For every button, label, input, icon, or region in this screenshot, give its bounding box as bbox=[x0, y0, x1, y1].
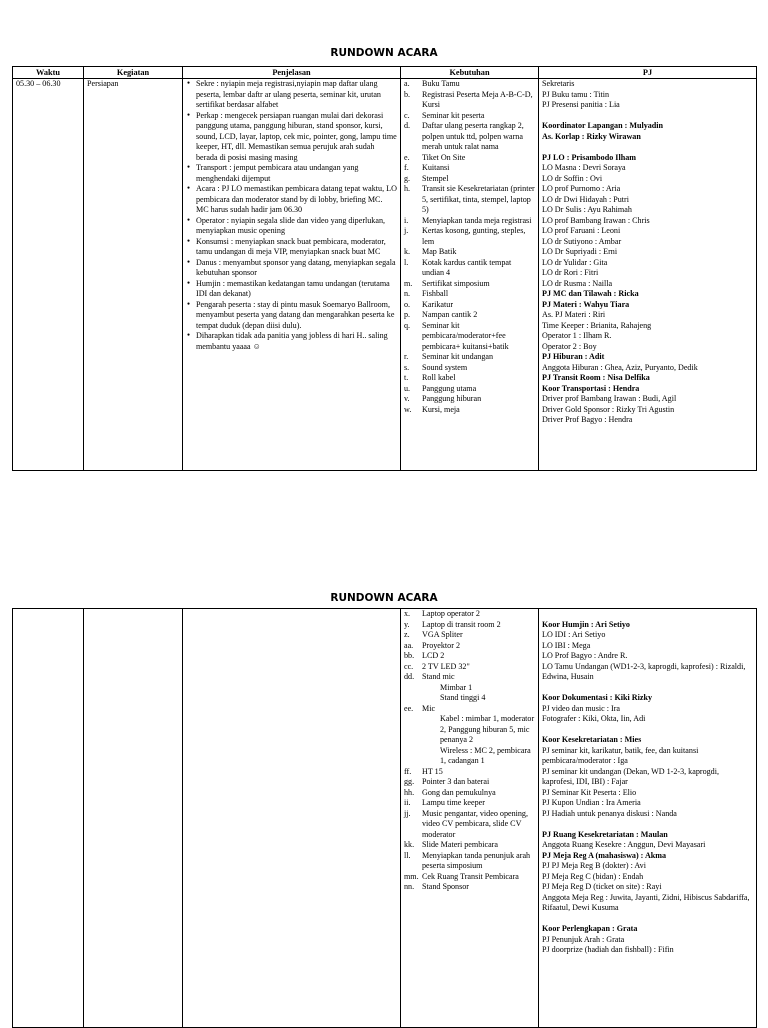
pj-line: PJ Seminar Kit Peserta : Elio bbox=[542, 787, 637, 797]
cell-penjelasan bbox=[183, 79, 401, 471]
kebutuhan-item bbox=[404, 767, 535, 778]
pj-line: PJ PJ Meja Reg B (dokter) : Avi bbox=[542, 861, 646, 870]
cell-waktu-empty bbox=[13, 609, 84, 1028]
pj-line: Driver Prof Bagyo : Hendra bbox=[542, 415, 633, 424]
kebutuhan-marker: nn. bbox=[404, 882, 415, 891]
pj-heading: PJ LO : Prisambodo Ilham bbox=[542, 152, 636, 162]
kebutuhan-item bbox=[404, 321, 535, 353]
kebutuhan-marker: kk. bbox=[404, 840, 415, 849]
kebutuhan-item bbox=[404, 683, 535, 694]
kebutuhan-marker: n. bbox=[404, 289, 411, 298]
kebutuhan-text: LCD 2 bbox=[422, 651, 445, 660]
kebutuhan-item bbox=[404, 363, 535, 374]
pj-heading: As. Korlap : Rizky Wirawan bbox=[542, 131, 641, 141]
kebutuhan-marker: f. bbox=[404, 163, 409, 172]
kebutuhan-marker bbox=[422, 714, 440, 746]
pj-line: LO dr Yulidar : Gita bbox=[542, 257, 608, 267]
kebutuhan-item bbox=[404, 289, 535, 300]
kebutuhan-marker: v. bbox=[404, 394, 410, 403]
kebutuhan-item bbox=[404, 373, 535, 384]
kebutuhan-marker: mm. bbox=[404, 871, 419, 881]
pj-heading: Koor Dokumentasi : Kiki Rizky bbox=[542, 693, 653, 702]
kebutuhan-text: Transit sie Kesekretariatan (printer 5, sertifikat, tinta, stempel, laptop 5) bbox=[422, 184, 535, 214]
kebutuhan-item bbox=[404, 247, 535, 258]
kebutuhan-item bbox=[404, 226, 535, 247]
cell-kebutuhan bbox=[401, 609, 539, 1028]
kebutuhan-marker: u. bbox=[404, 383, 411, 393]
kebutuhan-marker: s. bbox=[404, 362, 410, 372]
penjelasan-item: ● Transport : jemput pembicara atau undangan yang menghendaki dijemput bbox=[196, 163, 397, 184]
kebutuhan-item bbox=[404, 279, 535, 290]
pj-line: Sekretaris bbox=[542, 79, 575, 88]
kebutuhan-marker: e. bbox=[404, 152, 410, 162]
pj-heading: PJ MC dan Tilawah : Ricka bbox=[542, 289, 639, 298]
pj-line: LO prof Faruani : Leoni bbox=[542, 226, 621, 235]
kebutuhan-text: Menyiapkan tanda meja registrasi bbox=[422, 215, 532, 225]
kebutuhan-marker: t. bbox=[404, 373, 409, 382]
kebutuhan-item bbox=[404, 704, 535, 715]
pj-line: PJ Buku tamu : Titin bbox=[542, 89, 610, 99]
kebutuhan-marker bbox=[422, 746, 440, 767]
kebutuhan-item bbox=[404, 258, 535, 279]
kebutuhan-marker: gg. bbox=[404, 777, 415, 786]
pj-heading: Koor Humjin : Ari Setiyo bbox=[542, 619, 630, 629]
kebutuhan-text: Daftar ulang peserta rangkap 2, polpen untuk ttd, polpen warna merah untuk ralat nama bbox=[422, 121, 524, 151]
kebutuhan-item bbox=[404, 746, 535, 767]
kebutuhan-marker: b. bbox=[404, 89, 411, 99]
kebutuhan-text: Music pengantar, video opening, video CV pembicara, slide CV moderator bbox=[422, 808, 528, 839]
kebutuhan-marker: jj. bbox=[404, 808, 411, 818]
kebutuhan-text: Stand Sponsor bbox=[422, 882, 469, 891]
kebutuhan-item bbox=[404, 300, 535, 311]
kebutuhan-item bbox=[404, 405, 535, 416]
kebutuhan-item bbox=[404, 672, 535, 683]
kebutuhan-item bbox=[404, 90, 535, 111]
pj-heading: Koor Transportasi : Hendra bbox=[542, 383, 640, 393]
kebutuhan-item bbox=[404, 174, 535, 185]
kebutuhan-item bbox=[404, 153, 535, 164]
cell-waktu: 05.30 – 06.30 bbox=[13, 79, 84, 471]
pj-spacer bbox=[542, 683, 753, 694]
kebutuhan-text: Fishball bbox=[422, 289, 449, 298]
kebutuhan-marker: j. bbox=[404, 226, 409, 235]
kebutuhan-item bbox=[404, 662, 535, 673]
kebutuhan-text: Panggung utama bbox=[422, 383, 477, 393]
penjelasan-item: ● Operator : nyiapin segala slide dan video yang diperlukan, menyiapkan music opening bbox=[196, 216, 397, 237]
cell-kegiatan-empty bbox=[84, 609, 183, 1028]
kebutuhan-text: Kursi, meja bbox=[422, 404, 460, 414]
kebutuhan-list bbox=[404, 79, 535, 415]
pj-heading: PJ Materi : Wahyu Tiara bbox=[542, 299, 630, 309]
kebutuhan-text: Cek Ruang Transit Pembicara bbox=[422, 871, 519, 881]
pj-line: PJ Meja Reg C (bidan) : Endah bbox=[542, 871, 644, 881]
kebutuhan-text: Wireless : MC 2, pembicara 1, cadangan 1 bbox=[440, 745, 531, 765]
kebutuhan-marker: i. bbox=[404, 215, 409, 225]
pj-line: Anggota Ruang Kesekre : Anggun, Devi Mayasari bbox=[542, 840, 706, 849]
pj-line: Operator 2 : Boy bbox=[542, 341, 597, 351]
header-waktu: Waktu bbox=[13, 67, 84, 79]
kebutuhan-text: Buku Tamu bbox=[422, 79, 460, 88]
cell-kegiatan: Persiapan bbox=[84, 79, 183, 471]
kebutuhan-text: Karikatur bbox=[422, 299, 454, 309]
kebutuhan-text: Stand tinggi 4 bbox=[440, 693, 486, 702]
kebutuhan-item bbox=[404, 651, 535, 662]
kebutuhan-marker: r. bbox=[404, 352, 409, 361]
kebutuhan-marker: c. bbox=[404, 110, 410, 120]
kebutuhan-text: Map Batik bbox=[422, 247, 457, 256]
kebutuhan-item bbox=[404, 872, 535, 883]
kebutuhan-text: Menyiapkan tanda penunjuk arah peserta simposium bbox=[422, 850, 531, 870]
kebutuhan-item bbox=[404, 79, 535, 90]
kebutuhan-item bbox=[404, 777, 535, 788]
rundown-table-1 bbox=[12, 66, 757, 471]
kebutuhan-text: Lampu time keeper bbox=[422, 798, 485, 807]
pj-heading: Koordinator Lapangan : Mulyadin bbox=[542, 121, 664, 130]
kebutuhan-item bbox=[404, 630, 535, 641]
kebutuhan-marker bbox=[422, 693, 440, 704]
kebutuhan-marker: o. bbox=[404, 299, 411, 309]
kebutuhan-item bbox=[404, 798, 535, 809]
kebutuhan-text: Seminar kit pembicara/moderator+fee pembicara+ kuitansi+batik bbox=[422, 320, 509, 351]
page-title-1: RUNDOWN ACARA bbox=[330, 47, 438, 59]
pj-list bbox=[542, 79, 753, 426]
pj-heading: Koor Kesekretariatan : Mies bbox=[542, 735, 642, 744]
kebutuhan-item bbox=[404, 693, 535, 704]
kebutuhan-text: Kabel : mimbar 1, moderator 2, Panggung hiburan 5, mic penanya 2 bbox=[440, 714, 535, 744]
penjelasan-item: ● Konsumsi : menyiapkan snack buat pembicara, moderator, tamu undangan di meja VIP, menyiapkan snack buat MC bbox=[196, 237, 397, 258]
pj-line: PJ seminar kit, karikatur, batik, fee, dan kuitansi pembicara/moderator : Iga bbox=[542, 745, 699, 765]
kebutuhan-item bbox=[404, 851, 535, 872]
kebutuhan-marker: h. bbox=[404, 184, 411, 193]
kebutuhan-item bbox=[404, 111, 535, 122]
pj-line: As. PJ Materi : Riri bbox=[542, 310, 606, 319]
pj-line: Anggota Meja Reg : Juwita, Jayanti, Zidni, Hibiscus Sabdariffa, Rifaatul, Dewi Kusuma bbox=[542, 892, 750, 912]
pj-spacer bbox=[542, 914, 753, 925]
pj-line: Time Keeper : Brianita, Rahajeng bbox=[542, 320, 652, 330]
kebutuhan-text: Kertas kosong, gunting, steples, lem bbox=[422, 226, 526, 246]
kebutuhan-text: 2 TV LED 32" bbox=[422, 661, 470, 671]
pj-line: PJ Penunjuk Arah : Grata bbox=[542, 934, 625, 944]
kebutuhan-text: Slide Materi pembicara bbox=[422, 840, 498, 849]
kebutuhan-marker: hh. bbox=[404, 787, 415, 797]
cell-kebutuhan bbox=[401, 79, 539, 471]
kebutuhan-text: Mimbar 1 bbox=[440, 682, 473, 692]
kebutuhan-marker: l. bbox=[404, 257, 409, 267]
pj-spacer bbox=[542, 725, 753, 736]
pj-heading: PJ Meja Reg A (mahasiswa) : Akma bbox=[542, 850, 667, 860]
kebutuhan-item bbox=[404, 882, 535, 893]
pj-line: PJ Presensi panitia : Lia bbox=[542, 100, 620, 109]
pj-line: PJ Hadiah untuk penanya diskusi : Nanda bbox=[542, 808, 677, 818]
kebutuhan-text: Sertifikat simposium bbox=[422, 278, 490, 288]
kebutuhan-item bbox=[404, 714, 535, 746]
pj-line: LO IDI : Ari Setiyo bbox=[542, 630, 606, 639]
kebutuhan-list bbox=[404, 609, 535, 893]
kebutuhan-item bbox=[404, 121, 535, 153]
pj-line: Operator 1 : Ilham R. bbox=[542, 331, 612, 340]
penjelasan-list bbox=[186, 79, 397, 352]
kebutuhan-marker: m. bbox=[404, 278, 413, 288]
penjelasan-item: ● Acara : PJ LO memastikan pembicara datang tepat waktu, LO pembicara dan moderator stand by di lobby, briefing MC. MC harus sudah hadir jam 06.30 bbox=[196, 184, 397, 216]
pj-line: LO prof Purnomo : Aria bbox=[542, 184, 621, 193]
kebutuhan-marker: cc. bbox=[404, 661, 414, 671]
kebutuhan-marker: ee. bbox=[404, 703, 414, 713]
kebutuhan-item bbox=[404, 641, 535, 652]
kebutuhan-text: Seminar kit peserta bbox=[422, 110, 485, 120]
kebutuhan-marker: d. bbox=[404, 121, 411, 130]
kebutuhan-marker bbox=[422, 683, 440, 694]
pj-line: LO dr Rusma : Nailla bbox=[542, 278, 613, 288]
kebutuhan-text: Seminar kit undangan bbox=[422, 352, 494, 361]
pj-heading: PJ Ruang Kesekretariatan : Maulan bbox=[542, 829, 668, 839]
kebutuhan-text: Kotak kardus cantik tempat undian 4 bbox=[422, 257, 512, 277]
rundown-table-2 bbox=[12, 608, 757, 1028]
kebutuhan-text: Stand mic bbox=[422, 672, 455, 681]
kebutuhan-marker: bb. bbox=[404, 651, 415, 660]
kebutuhan-text: Gong dan pemukulnya bbox=[422, 787, 496, 797]
kebutuhan-item bbox=[404, 310, 535, 321]
pj-heading: Koor Perlengkapan : Grata bbox=[542, 924, 638, 933]
kebutuhan-item bbox=[404, 809, 535, 841]
pj-line: Driver prof Bambang Irawan : Budi, Agil bbox=[542, 394, 677, 403]
penjelasan-item: ● Pengarah peserta : stay di pintu masuk Soemaryo Ballroom, menyambut peserta yang datang dan mengarahkan peserta ke tempat duduk (depan diisi dulu). bbox=[196, 300, 397, 332]
pj-line: PJ Meja Reg D (ticket on site) : Rayi bbox=[542, 882, 662, 891]
kebutuhan-text: HT 15 bbox=[422, 766, 443, 776]
pj-line: PJ doorprize (hadiah dan fishball) : Fifin bbox=[542, 945, 674, 954]
kebutuhan-text: Registrasi Peserta Meja A-B-C-D, Kursi bbox=[422, 89, 533, 109]
kebutuhan-marker: y. bbox=[404, 619, 410, 629]
pj-spacer bbox=[542, 142, 753, 153]
header-penjelasan: Penjelasan bbox=[183, 67, 401, 79]
kebutuhan-text: Panggung hiburan bbox=[422, 394, 482, 403]
pj-line: LO IBI : Mega bbox=[542, 640, 591, 650]
kebutuhan-text: Mic bbox=[422, 703, 436, 713]
kebutuhan-marker: a. bbox=[404, 79, 410, 88]
kebutuhan-item bbox=[404, 840, 535, 851]
pj-line: PJ seminar kit undangan (Dekan, WD 1-2-3, kaprogdi, kaprofesi, IDI, IBI) : Fajar bbox=[542, 766, 719, 786]
kebutuhan-text: Laptop operator 2 bbox=[422, 609, 480, 618]
kebutuhan-marker: ii. bbox=[404, 798, 411, 807]
pj-line: LO dr Rori : Fitri bbox=[542, 268, 599, 277]
pj-line: PJ Kupon Undian : Ira Ameria bbox=[542, 798, 641, 807]
penjelasan-item: ● Perkap : mengecek persiapan ruangan mulai dari dekorasi panggung utama, panggung hiburan, stand sponsor, kursi, sound, LCD, layar, laptop, cek mic, pointer, gong, lampu time keeper, HT, dll. Memastikan semua perujuk arah sudah berada di posisi masing masing bbox=[196, 111, 397, 164]
kebutuhan-marker: q. bbox=[404, 320, 411, 330]
pj-spacer bbox=[542, 111, 753, 122]
kebutuhan-item bbox=[404, 352, 535, 363]
pj-heading: PJ Transit Room : Nisa Delfika bbox=[542, 373, 650, 382]
kebutuhan-marker: g. bbox=[404, 173, 411, 183]
cell-pj bbox=[539, 609, 757, 1028]
kebutuhan-text: Tiket On Site bbox=[422, 152, 466, 162]
kebutuhan-item bbox=[404, 384, 535, 395]
kebutuhan-marker: dd. bbox=[404, 672, 415, 681]
header-pj: PJ bbox=[539, 67, 757, 79]
kebutuhan-marker: k. bbox=[404, 247, 411, 256]
pj-line: LO dr Soffin : Ovi bbox=[542, 173, 603, 183]
penjelasan-item: ● Danus : menyambut sponsor yang datang, menyiapkan segala kebutuhan sponsor bbox=[196, 258, 397, 279]
kebutuhan-marker: ll. bbox=[404, 850, 411, 860]
cell-pj bbox=[539, 79, 757, 471]
pj-line: LO Tamu Undangan (WD1-2-3, kaprogdi, kaprofesi) : Rizaldi, Edwina, Husain bbox=[542, 661, 746, 681]
kebutuhan-item bbox=[404, 163, 535, 174]
kebutuhan-item bbox=[404, 394, 535, 405]
kebutuhan-item bbox=[404, 609, 535, 620]
pj-line: LO Dr Supriyadi : Erni bbox=[542, 247, 618, 256]
kebutuhan-marker: x. bbox=[404, 609, 411, 618]
pj-line: Fotografer : Kiki, Okta, Iin, Adi bbox=[542, 714, 646, 723]
penjelasan-item: ● Humjin : memastikan kedatangan tamu undangan (terutama IDI dan dekanat) bbox=[196, 279, 397, 300]
pj-line: Anggota Hiburan : Ghea, Aziz, Puryanto, Dedik bbox=[542, 362, 698, 372]
pj-line: LO Dr Sulis : Ayu Rahimah bbox=[542, 205, 632, 214]
kebutuhan-marker: z. bbox=[404, 630, 410, 639]
kebutuhan-item bbox=[404, 216, 535, 227]
kebutuhan-text: VGA Spliter bbox=[422, 630, 463, 639]
pj-line: Driver Gold Sponsor : Rizky Tri Agustin bbox=[542, 404, 675, 414]
pj-line: LO dr Dwi Hidayah : Putri bbox=[542, 194, 629, 204]
page-title-2: RUNDOWN ACARA bbox=[330, 592, 438, 604]
kebutuhan-item bbox=[404, 620, 535, 631]
kebutuhan-text: Roll kabel bbox=[422, 373, 456, 382]
kebutuhan-marker: ff. bbox=[404, 766, 412, 776]
kebutuhan-marker: aa. bbox=[404, 640, 414, 650]
cell-penjelasan-empty bbox=[183, 609, 401, 1028]
kebutuhan-item bbox=[404, 184, 535, 216]
pj-line: LO Prof Bagyo : Andre R. bbox=[542, 651, 628, 660]
pj-heading: PJ Hiburan : Adit bbox=[542, 352, 605, 361]
pj-spacer bbox=[542, 609, 753, 620]
pj-line: LO dr Sutiyono : Ambar bbox=[542, 236, 622, 246]
penjelasan-item: ● Sekre : nyiapin meja registrasi,nyiapin map daftar ulang peserta, lembar daftr ar ulang peserta, seminar kit, urutan sertifikat berdasar alfabet bbox=[196, 79, 397, 111]
pj-line: LO Masna : Devri Soraya bbox=[542, 163, 626, 172]
pj-line: PJ video dan music : Ira bbox=[542, 703, 621, 713]
kebutuhan-text: Kuitansi bbox=[422, 163, 450, 172]
penjelasan-item: ● Diharapkan tidak ada panitia yang jobless di hari H.. saling membantu yaaaa ☺ bbox=[196, 331, 397, 352]
kebutuhan-text: Sound system bbox=[422, 362, 468, 372]
pj-list bbox=[542, 609, 753, 956]
pj-line: LO prof Bambang Irawan : Chris bbox=[542, 215, 650, 225]
kebutuhan-text: Laptop di transit room 2 bbox=[422, 619, 501, 629]
kebutuhan-text: Pointer 3 dan baterai bbox=[422, 777, 490, 786]
kebutuhan-marker: w. bbox=[404, 404, 412, 414]
kebutuhan-text: Proyektor 2 bbox=[422, 640, 460, 650]
kebutuhan-item bbox=[404, 788, 535, 799]
kebutuhan-text: Nampan cantik 2 bbox=[422, 310, 478, 319]
kebutuhan-text: Stempel bbox=[422, 173, 449, 183]
pj-spacer bbox=[542, 819, 753, 830]
header-kebutuhan: Kebutuhan bbox=[401, 67, 539, 79]
header-kegiatan: Kegiatan bbox=[84, 67, 183, 79]
kebutuhan-marker: p. bbox=[404, 310, 411, 319]
